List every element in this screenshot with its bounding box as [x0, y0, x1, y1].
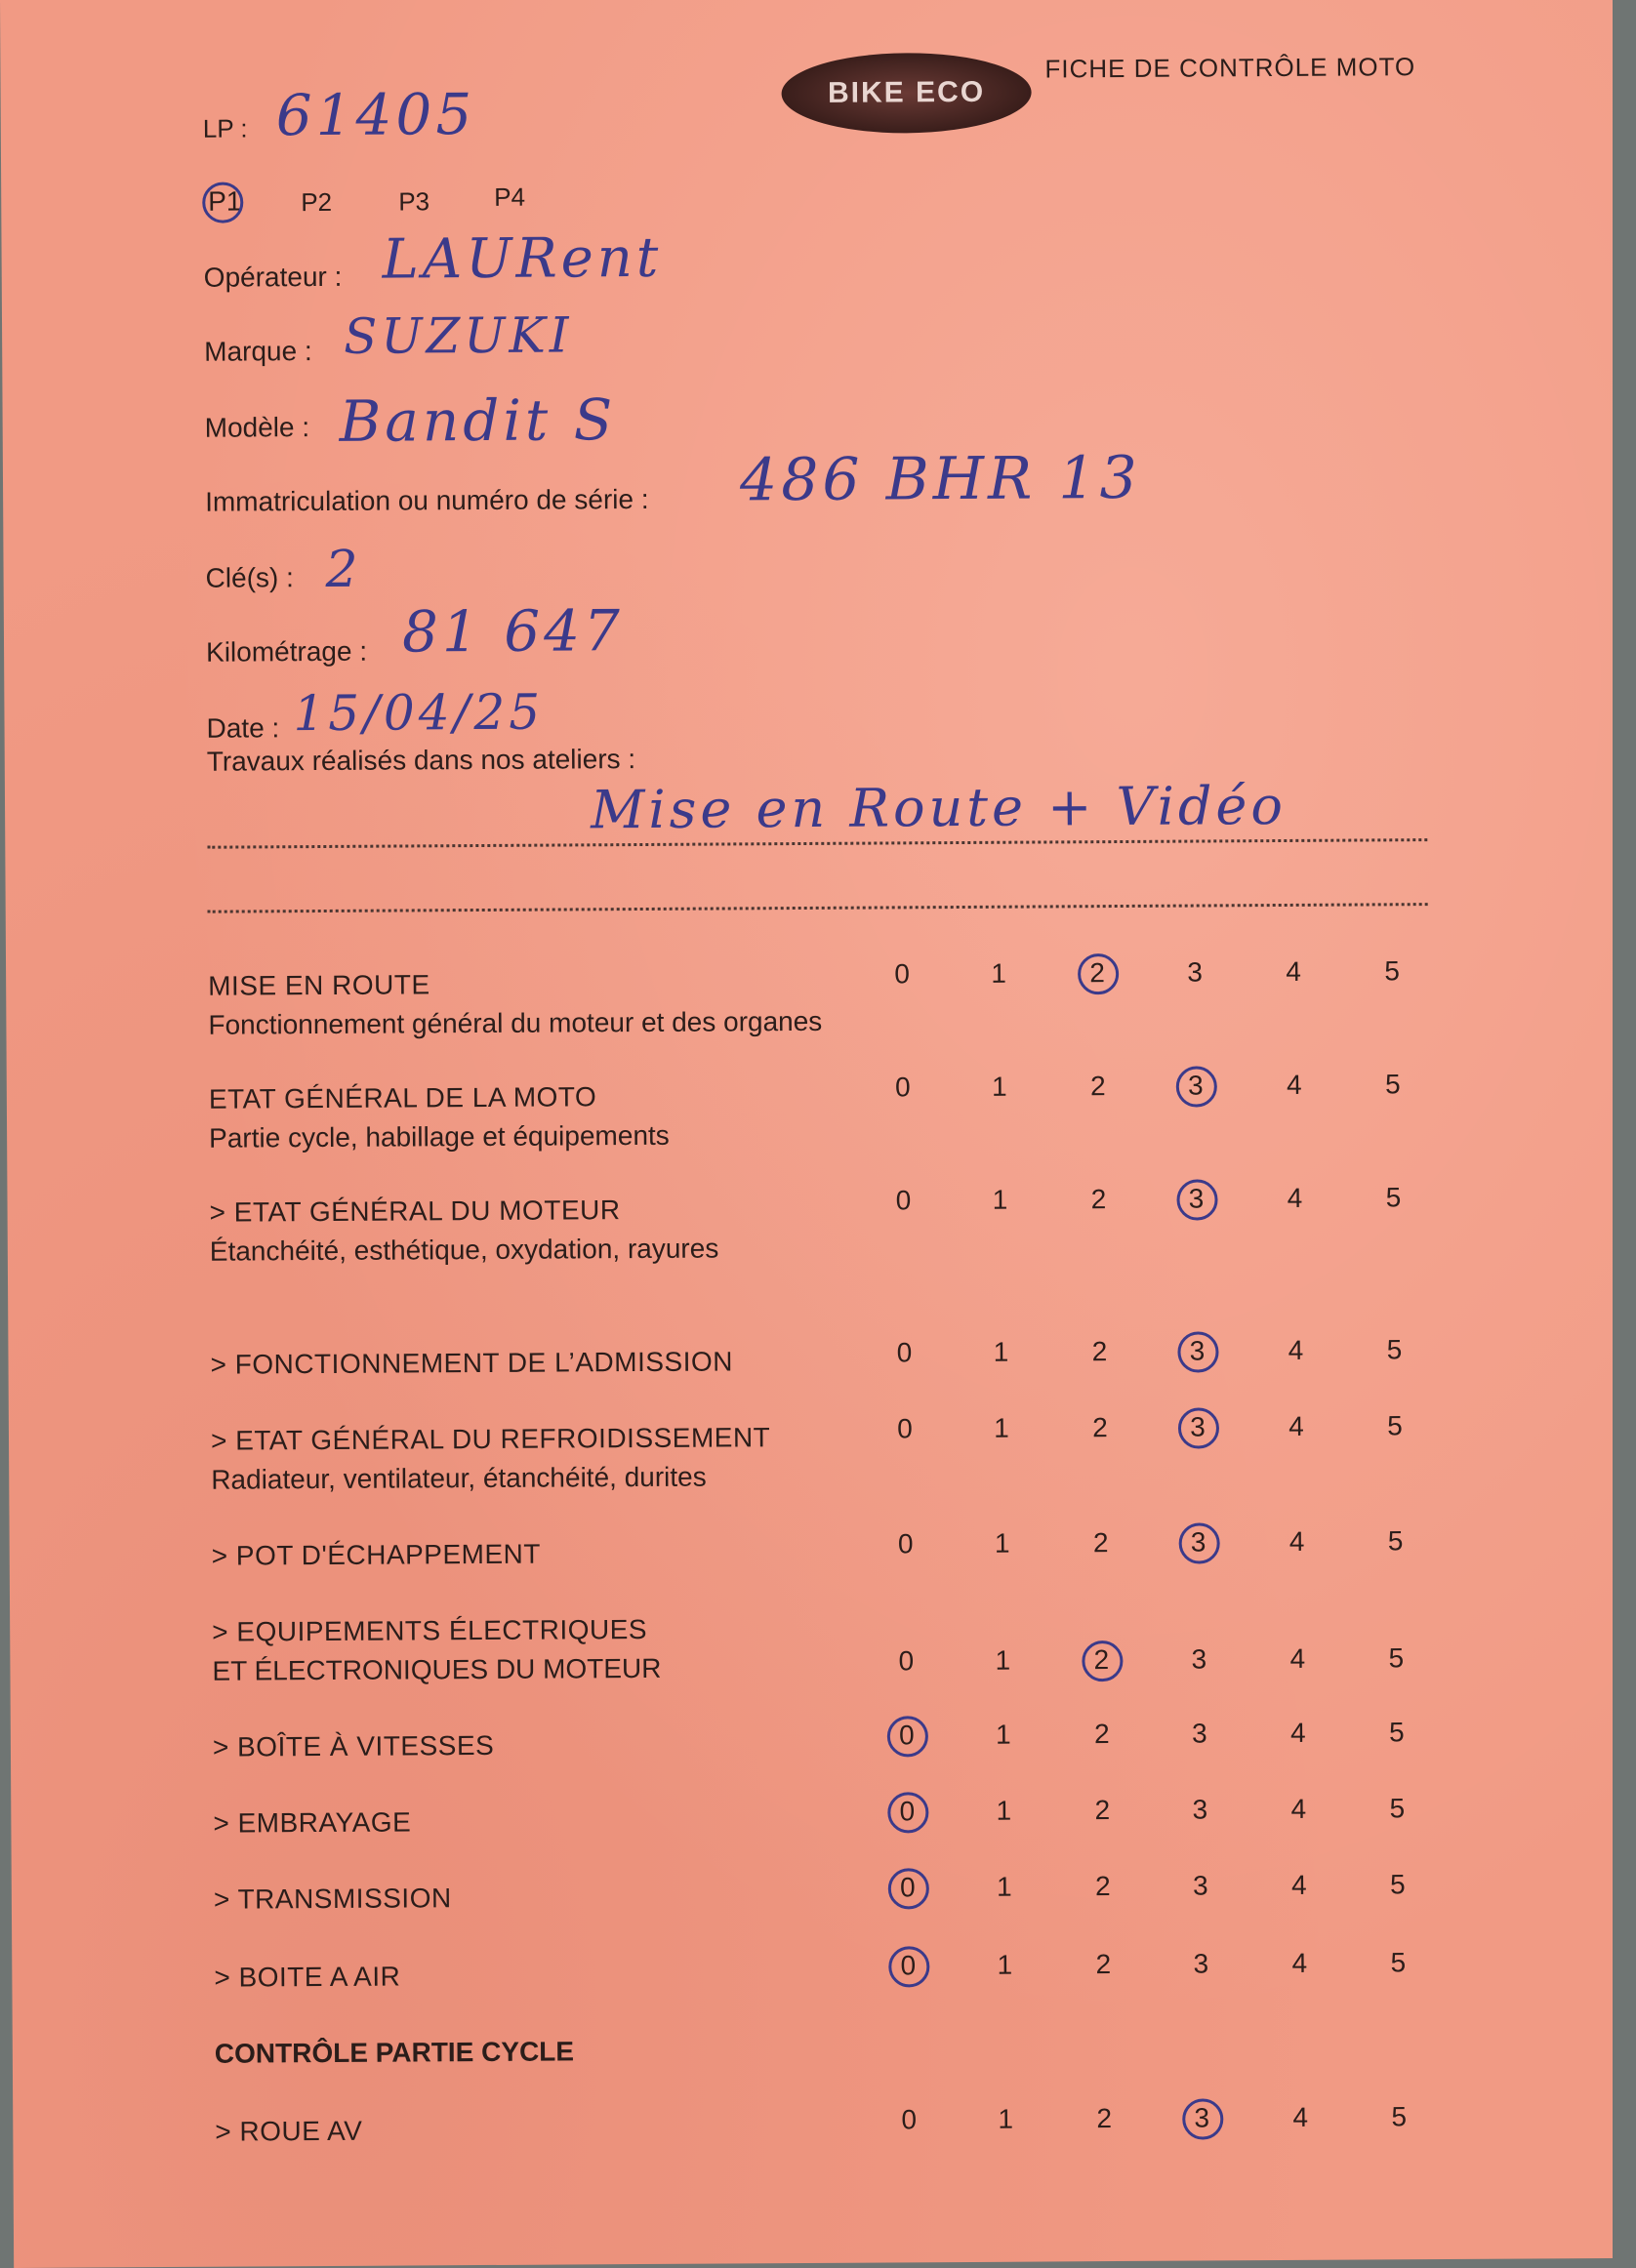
score-option-1[interactable]: 1: [993, 1336, 1009, 1367]
score-option-3[interactable]: 3: [1192, 1870, 1208, 1901]
score-option-1[interactable]: 1: [992, 1184, 1008, 1215]
date-label: Date :: [206, 712, 280, 744]
lp-label: LP :: [202, 113, 248, 143]
score-option-3[interactable]: 3: [1191, 1643, 1207, 1675]
score-option-2[interactable]: 2: [1092, 1527, 1109, 1559]
score-option-3[interactable]: 3: [1176, 1405, 1219, 1448]
score-option-5[interactable]: 5: [1384, 1069, 1401, 1100]
check-subtitle: Fonctionnement général du moteur et des organes: [208, 1005, 823, 1040]
registration-label: Immatriculation ou numéro de série :: [205, 483, 649, 517]
score-option-4[interactable]: 4: [1290, 1793, 1307, 1824]
score-option-5[interactable]: 5: [1386, 1334, 1403, 1365]
model-label: Modèle :: [204, 412, 310, 443]
score-option-1[interactable]: 1: [995, 1719, 1011, 1750]
score-option-0[interactable]: 0: [896, 1337, 913, 1368]
check-title: ETAT GÉNÉRAL DE LA MOTO: [208, 1081, 597, 1114]
score-option-1[interactable]: 1: [994, 1527, 1010, 1559]
mileage-value[interactable]: 81 647: [401, 597, 625, 666]
operator-label: Opérateur :: [203, 261, 343, 293]
check-title: > ETAT GÉNÉRAL DU MOTEUR: [209, 1195, 621, 1228]
check-title: > TRANSMISSION: [213, 1883, 452, 1915]
score-option-4[interactable]: 4: [1289, 1642, 1306, 1674]
check-subtitle: ET ÉLECTRONIQUES DU MOTEUR: [212, 1652, 662, 1686]
score-option-2[interactable]: 2: [1094, 1871, 1111, 1902]
score-option-0[interactable]: 0: [897, 1413, 913, 1444]
score-option-2[interactable]: 2: [1094, 1795, 1111, 1826]
works-label: Travaux réalisés dans nos ateliers :: [206, 744, 636, 777]
score-option-0[interactable]: 0: [894, 1072, 911, 1103]
check-title: > BOÎTE À VITESSES: [212, 1729, 495, 1762]
score-option-2[interactable]: 2: [1095, 1949, 1112, 1980]
score-option-3[interactable]: 3: [1192, 1794, 1208, 1825]
score-option-1[interactable]: 1: [997, 1949, 1013, 1980]
score-option-2[interactable]: 2: [1096, 2103, 1113, 2134]
check-title: > ETAT GÉNÉRAL DU REFROIDISSEMENT: [210, 1422, 771, 1456]
score-option-3[interactable]: 3: [1175, 1329, 1218, 1372]
score-option-1[interactable]: 1: [998, 2103, 1014, 2134]
check-title: > EQUIPEMENTS ÉLECTRIQUES: [212, 1613, 648, 1647]
score-option-0[interactable]: 0: [895, 1185, 912, 1216]
score-option-1[interactable]: 1: [996, 1795, 1012, 1826]
score-option-2[interactable]: 2: [1076, 952, 1119, 994]
score-option-4[interactable]: 4: [1288, 1525, 1305, 1557]
score-option-0[interactable]: 0: [885, 1790, 928, 1833]
background-edge: [1613, 0, 1636, 2268]
check-title: MISE EN ROUTE: [208, 969, 430, 1001]
score-option-4[interactable]: 4: [1289, 1717, 1306, 1748]
score-option-5[interactable]: 5: [1384, 955, 1400, 987]
score-option-4[interactable]: 4: [1287, 1182, 1303, 1213]
score-option-5[interactable]: 5: [1385, 1182, 1402, 1213]
score-option-3[interactable]: 3: [1193, 1948, 1209, 1979]
score-option-5[interactable]: 5: [1389, 1793, 1406, 1824]
score-option-0[interactable]: 0: [898, 1645, 915, 1677]
score-option-5[interactable]: 5: [1390, 1947, 1407, 1978]
score-option-3[interactable]: 3: [1180, 2096, 1223, 2139]
check-subtitle: Partie cycle, habillage et équipements: [209, 1119, 670, 1154]
score-option-3[interactable]: 3: [1187, 956, 1203, 988]
score-option-0[interactable]: 0: [886, 1866, 929, 1909]
check-title: > POT D'ÉCHAPPEMENT: [211, 1538, 542, 1571]
score-option-3[interactable]: 3: [1177, 1520, 1220, 1563]
works-value[interactable]: Mise en Route + Vidéo: [590, 774, 1288, 841]
score-option-4[interactable]: 4: [1288, 1410, 1304, 1441]
score-option-4[interactable]: 4: [1290, 1869, 1307, 1900]
position-option-p3[interactable]: P3: [398, 186, 430, 217]
brand-label: Marque :: [204, 336, 312, 367]
score-option-2[interactable]: 2: [1092, 1412, 1108, 1443]
brand-logo: BIKE ECO: [781, 53, 1031, 135]
form-title: FICHE DE CONTRÔLE MOTO: [1044, 52, 1416, 84]
score-option-1[interactable]: 1: [996, 1871, 1012, 1902]
lp-value[interactable]: 61405: [275, 81, 476, 149]
score-option-0[interactable]: 0: [897, 1528, 914, 1559]
score-option-4[interactable]: 4: [1288, 1334, 1304, 1365]
check-subtitle: Radiateur, ventilateur, étanchéité, durites: [211, 1461, 707, 1495]
position-option-p1[interactable]: P1: [200, 180, 249, 223]
score-option-0[interactable]: 0: [894, 958, 910, 990]
score-option-5[interactable]: 5: [1387, 1410, 1403, 1441]
score-option-4[interactable]: 4: [1291, 1947, 1308, 1978]
score-option-1[interactable]: 1: [991, 957, 1006, 989]
score-option-3[interactable]: 3: [1174, 1064, 1217, 1107]
score-option-4[interactable]: 4: [1292, 2101, 1309, 2132]
section-heading-cycle: CONTRÔLE PARTIE CYCLE: [214, 2036, 575, 2069]
score-option-4[interactable]: 4: [1286, 955, 1301, 987]
works-line-1: [207, 838, 1427, 849]
score-option-5[interactable]: 5: [1391, 2101, 1408, 2132]
score-option-5[interactable]: 5: [1388, 1642, 1405, 1674]
keys-value[interactable]: 2: [325, 540, 362, 599]
works-line-2: [208, 903, 1428, 913]
score-option-2[interactable]: 2: [1089, 1071, 1106, 1102]
score-option-2[interactable]: 2: [1093, 1719, 1110, 1750]
position-option-p4[interactable]: P4: [494, 182, 526, 212]
brand-value[interactable]: SUZUKI: [343, 306, 573, 365]
date-value[interactable]: 15/04/25: [293, 683, 545, 743]
score-option-1[interactable]: 1: [991, 1071, 1007, 1102]
mileage-label: Kilométrage :: [205, 635, 368, 668]
score-option-2[interactable]: 2: [1091, 1336, 1108, 1367]
model-value[interactable]: Bandit S: [339, 386, 617, 455]
score-option-5[interactable]: 5: [1387, 1525, 1404, 1557]
score-option-2[interactable]: 2: [1090, 1184, 1107, 1215]
check-title: > EMBRAYAGE: [213, 1806, 412, 1839]
check-title: > BOITE A AIR: [214, 1961, 401, 1993]
score-option-1[interactable]: 1: [994, 1412, 1009, 1443]
score-option-4[interactable]: 4: [1286, 1069, 1302, 1100]
check-title: > ROUE AV: [215, 2115, 363, 2147]
registration-value[interactable]: 486 BHR 13: [739, 443, 1141, 515]
position-option-p2[interactable]: P2: [301, 186, 333, 218]
score-option-2[interactable]: 2: [1080, 1639, 1123, 1681]
operator-value[interactable]: LAURent: [382, 225, 663, 292]
keys-label: Clé(s) :: [205, 562, 294, 593]
check-title: > FONCTIONNEMENT DE L’ADMISSION: [210, 1346, 734, 1380]
score-option-5[interactable]: 5: [1389, 1869, 1406, 1900]
score-option-1[interactable]: 1: [995, 1644, 1011, 1676]
check-subtitle: Étanchéité, esthétique, oxydation, rayures: [209, 1233, 719, 1267]
score-option-0[interactable]: 0: [885, 1714, 928, 1757]
score-option-0[interactable]: 0: [901, 2104, 918, 2135]
score-option-3[interactable]: 3: [1191, 1718, 1207, 1749]
score-option-0[interactable]: 0: [886, 1944, 929, 1987]
score-option-5[interactable]: 5: [1388, 1717, 1405, 1748]
score-option-3[interactable]: 3: [1174, 1177, 1217, 1220]
